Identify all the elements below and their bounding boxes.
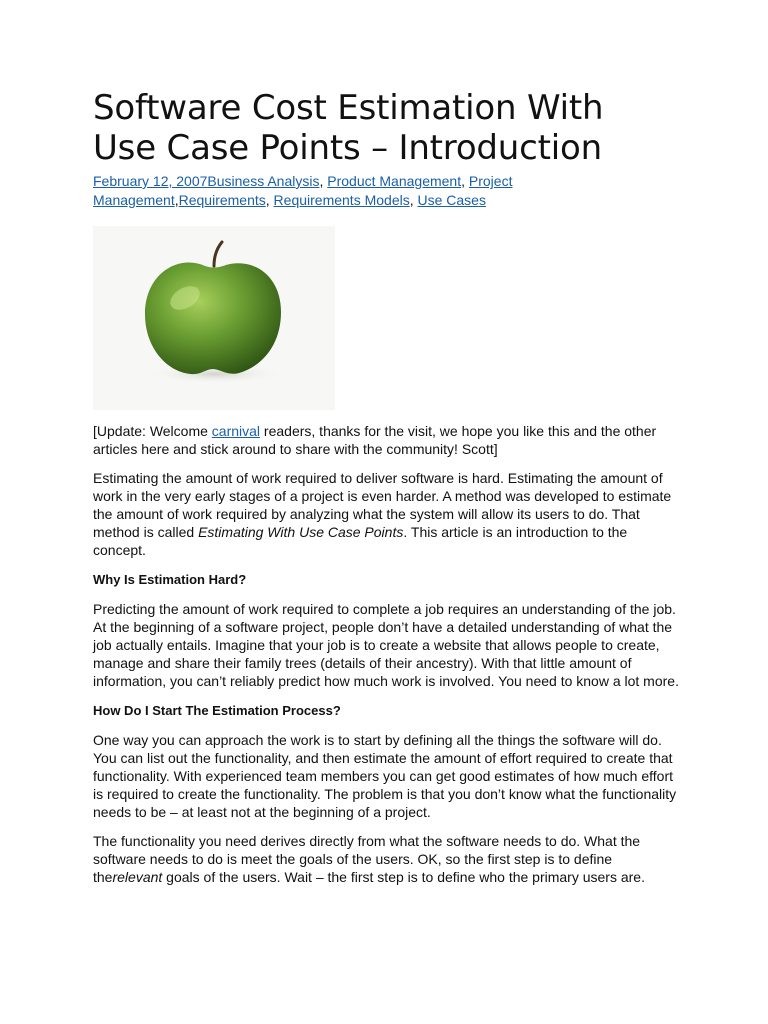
title-line-2: Use Case Points – Introduction [93,128,602,168]
category-project-management-part1: Project [468,173,513,189]
section-heading-how: How Do I Start The Estimation Process? [93,703,341,718]
post-date-link[interactable]: February 12, 2007 [93,173,208,189]
separator: , [461,173,469,189]
green-apple-icon [93,226,335,410]
section-paragraph-how-1: One way you can approach the work is to start by defining all the things the software will do. You can list out the functionality, and then estimate the amount of effort required to create that functionality. With experienced team members you can get good estimates of how much effort is required to create the functionality. The problem is that you don’t know what the functionality needs to be – at least not at the beginning of a project. [93,732,677,820]
separator: , [174,192,179,208]
category-business-analysis[interactable]: Business Analysis [207,173,320,189]
article [93,88,683,886]
separator: , [409,192,418,208]
category-requirements-models[interactable]: Requirements Models [273,192,410,208]
emphasis-text: relevant [112,869,163,885]
emphasis-text: Estimating With Use Case Points [198,524,404,540]
article-image [93,226,335,410]
category-use-cases[interactable]: Use Cases [417,192,486,208]
separator: , [319,173,328,189]
category-product-management[interactable]: Product Management [327,173,462,189]
category-project-management-part2: Management [93,192,175,208]
category-requirements[interactable]: Requirements [178,192,266,208]
section-paragraph-how-2: The functionality you need derives directly from what the software needs to do. What the software needs to do is meet the goals of the users. OK, so the first step is to define therelevant goals of the users. Wait – the first step is to define who the primary users are. [93,833,645,885]
carnival-link[interactable]: carnival [211,423,261,439]
section-paragraph-why: Predicting the amount of work required to complete a job requires an understanding of the job. At the beginning of a software project, people don’t have a detailed understanding of what the job actually entails. Imagine that your job is to create a website that allows people to create, manage and share their family trees (details of their ancestry). With that little amount of information, you can’t reliably predict how much work is involved. You need to know a lot more. [93,601,679,689]
title-line-1: Software Cost Estimation With [93,88,604,128]
section-heading-why: Why Is Estimation Hard? [93,572,247,587]
article-title [93,88,683,168]
post-meta [93,172,683,210]
separator: , [265,192,274,208]
intro-paragraph: Estimating the amount of work required to deliver software is hard. Estimating the amount of work in the very early stages of a project is even harder. A method was developed to estimate the amount of work required by analyzing what the system will allow its users to do. That method is called Estimating With Use Case Points. This article is an introduction to the concept. [93,470,672,558]
update-note: [Update: Welcome carnival readers, thanks for the visit, we hope you like this and the other articles here and stick around to share with the community! Scott] [93,423,657,457]
